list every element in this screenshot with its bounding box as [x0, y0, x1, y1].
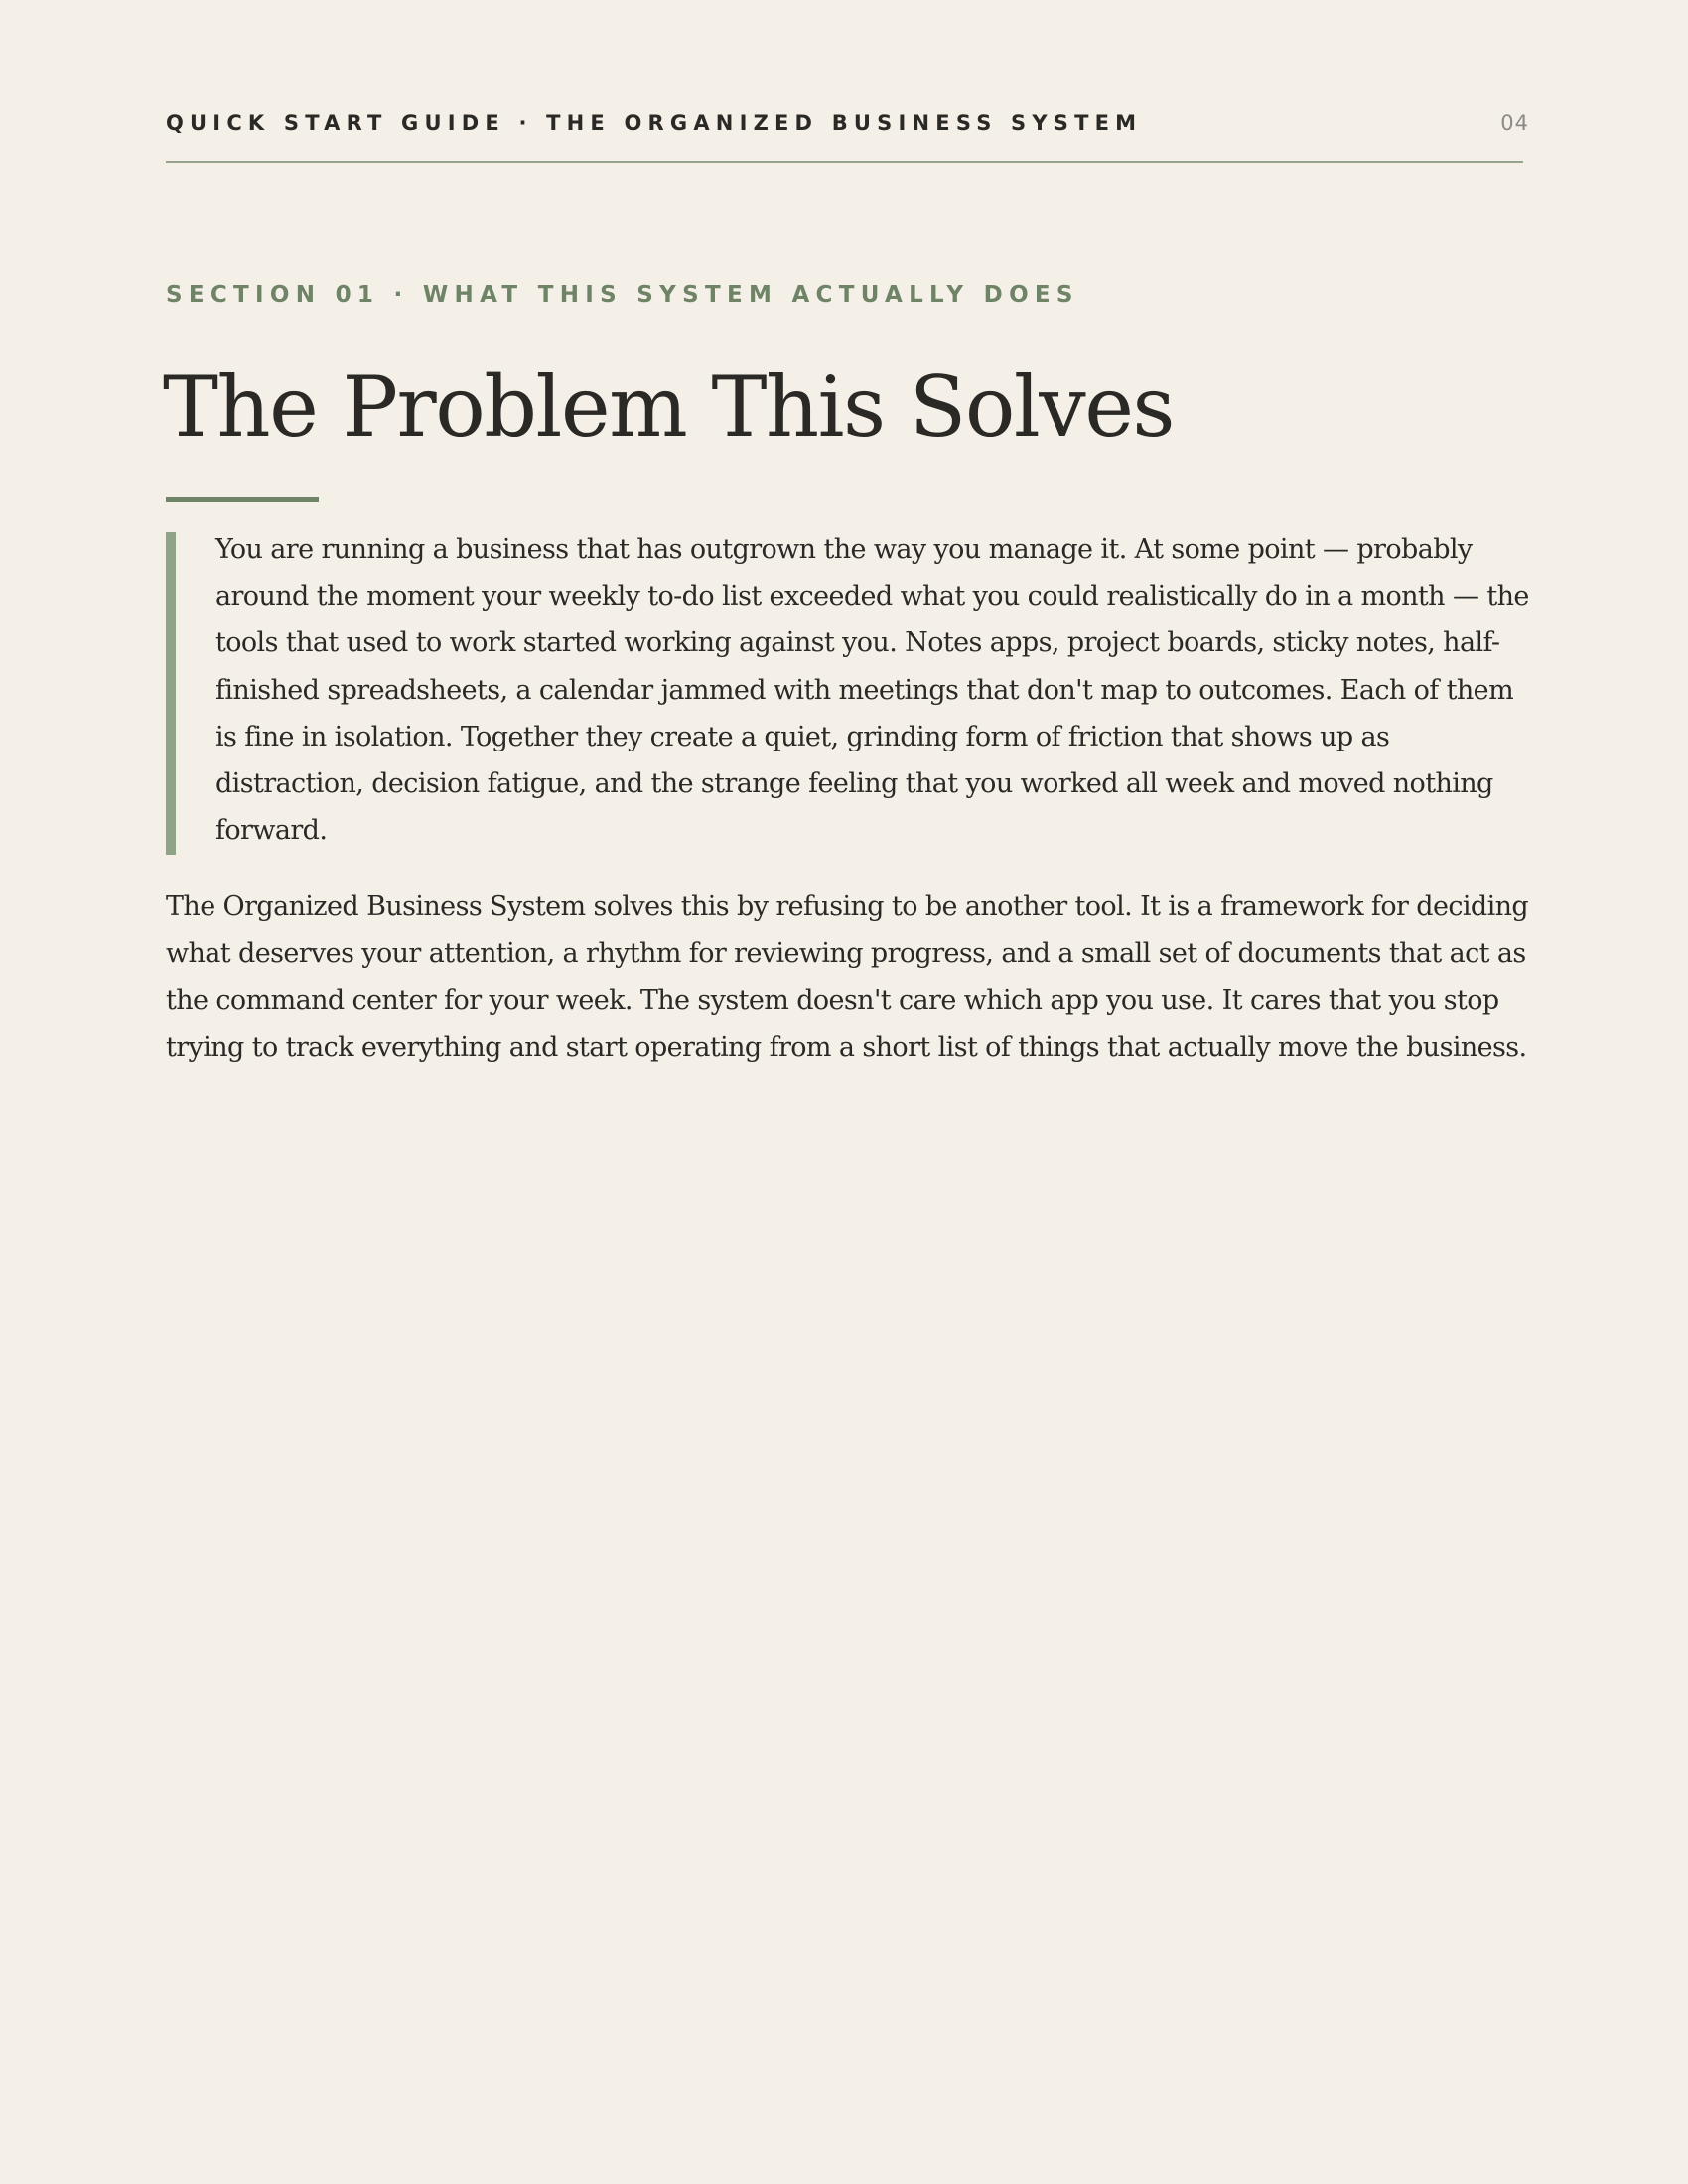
page-number: 04: [1500, 111, 1529, 135]
page-title: The Problem This Solves: [163, 358, 1175, 456]
body-paragraph: The Organized Business System solves this by refusing to be another tool. It is a framework for deciding what deserves your attention, a rhythm for reviewing progress, and a small set of documents that act as the command center for your week. The system doesn't care which app you use. It cares that you stop trying to track everything and start operating from a short list of things that actually move the business.: [166, 891, 1529, 1063]
pull-quote: [166, 532, 1529, 855]
section-eyebrow: SECTION 01 · WHAT THIS SYSTEM ACTUALLY DOES: [166, 282, 1079, 308]
title-underline: [166, 497, 319, 502]
pull-quote-text: You are running a business that has outgrown the way you manage it. At some point — probably around the moment your weekly to-do list exceeded what you could realistically do in a month — the tools that used to work started working against you. Notes apps, project boards, sticky notes, half-finished spreadsheets, a calendar jammed with meetings that don't map to outcomes. Each of them is fine in isolation. Together they create a quiet, grinding form of friction that shows up as distraction, decision fatigue, and the strange feeling that you worked all week and moved nothing forward.: [215, 534, 1529, 847]
running-header-title: QUICK START GUIDE · THE ORGANIZED BUSINESS SYSTEM: [166, 111, 1143, 135]
running-header: [166, 109, 1529, 163]
